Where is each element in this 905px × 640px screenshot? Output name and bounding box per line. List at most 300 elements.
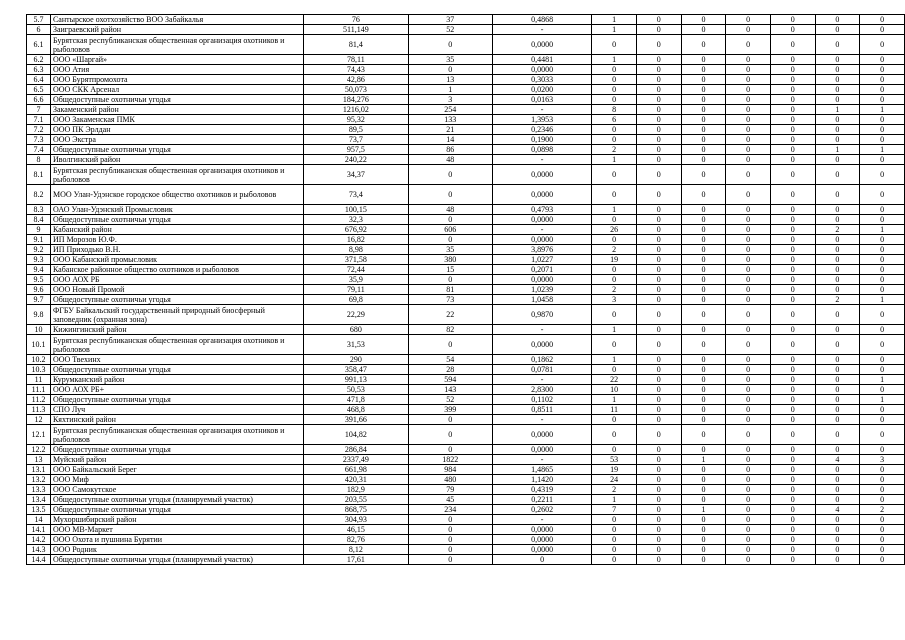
row-number: 6.1 xyxy=(27,35,51,55)
value-col-5: 0 xyxy=(770,105,815,115)
value-col-2: 0 xyxy=(636,405,681,415)
value-col-7: 0 xyxy=(860,235,905,245)
value-col-7: 0 xyxy=(860,15,905,25)
area-cell: 471,8 xyxy=(304,395,408,405)
row-name: Общедоступные охотничьи угодья xyxy=(50,505,303,515)
density-cell: 1,0239 xyxy=(492,285,591,295)
value-col-3: 0 xyxy=(681,385,726,395)
value-col-6: 0 xyxy=(815,245,860,255)
count-cell: 28 xyxy=(408,365,492,375)
count-cell: 0 xyxy=(408,35,492,55)
count-cell: 21 xyxy=(408,125,492,135)
area-cell: 468,8 xyxy=(304,405,408,415)
value-col-6: 0 xyxy=(815,555,860,565)
count-cell: 480 xyxy=(408,475,492,485)
value-col-7: 0 xyxy=(860,285,905,295)
value-col-7: 1 xyxy=(860,295,905,305)
value-col-2: 0 xyxy=(636,215,681,225)
row-number: 9.7 xyxy=(27,295,51,305)
row-number: 12 xyxy=(27,415,51,425)
value-col-5: 0 xyxy=(770,365,815,375)
value-col-3: 0 xyxy=(681,375,726,385)
value-col-5: 0 xyxy=(770,65,815,75)
area-cell: 50,53 xyxy=(304,385,408,395)
value-col-5: 0 xyxy=(770,135,815,145)
table-row xyxy=(27,135,905,145)
density-cell: - xyxy=(492,25,591,35)
row-name: ФГБУ Байкальский государственный природный биосферный заповедник (охранная зона) xyxy=(50,305,303,325)
value-col-4: 0 xyxy=(726,225,771,235)
row-name: Кабанский район xyxy=(50,225,303,235)
row-name: Кабанское районное общество охотников и рыболовов xyxy=(50,265,303,275)
table-row xyxy=(27,105,905,115)
value-col-2: 0 xyxy=(636,95,681,105)
value-col-1: 1 xyxy=(592,15,637,25)
density-cell: 0 xyxy=(492,555,591,565)
value-col-4: 0 xyxy=(726,545,771,555)
value-col-3: 0 xyxy=(681,255,726,265)
density-cell: 0,0200 xyxy=(492,85,591,95)
row-number: 7 xyxy=(27,105,51,115)
value-col-4: 0 xyxy=(726,455,771,465)
area-cell: 8,98 xyxy=(304,245,408,255)
density-cell: - xyxy=(492,375,591,385)
row-number: 6.5 xyxy=(27,85,51,95)
table-row xyxy=(27,115,905,125)
value-col-7: 0 xyxy=(860,335,905,355)
table-row xyxy=(27,365,905,375)
value-col-4: 0 xyxy=(726,215,771,225)
table-row xyxy=(27,385,905,395)
row-name: Общедоступные охотничьи угодья xyxy=(50,95,303,105)
value-col-1: 0 xyxy=(592,65,637,75)
value-col-3: 0 xyxy=(681,135,726,145)
value-col-7: 0 xyxy=(860,405,905,415)
table-row xyxy=(27,165,905,185)
count-cell: 86 xyxy=(408,145,492,155)
value-col-3: 0 xyxy=(681,185,726,205)
row-name: Общедоступные охотничьи угодья xyxy=(50,215,303,225)
value-col-3: 0 xyxy=(681,535,726,545)
value-col-3: 0 xyxy=(681,295,726,305)
row-name: Бурятская республиканская общественная организация охотников и рыболовов xyxy=(50,165,303,185)
value-col-2: 0 xyxy=(636,135,681,145)
table-row xyxy=(27,155,905,165)
row-name: Общедоступные охотничьи угодья xyxy=(50,395,303,405)
value-col-1: 19 xyxy=(592,255,637,265)
row-number: 13 xyxy=(27,455,51,465)
row-name: Общедоступные охотничьи угодья (планируемый участок) xyxy=(50,555,303,565)
value-col-3: 0 xyxy=(681,475,726,485)
row-number: 11 xyxy=(27,375,51,385)
value-col-6: 0 xyxy=(815,535,860,545)
value-col-7: 0 xyxy=(860,115,905,125)
density-cell: 0,1900 xyxy=(492,135,591,145)
value-col-4: 0 xyxy=(726,445,771,455)
area-cell: 42,86 xyxy=(304,75,408,85)
row-number: 13.4 xyxy=(27,495,51,505)
row-number: 9.4 xyxy=(27,265,51,275)
value-col-6: 0 xyxy=(815,165,860,185)
table-row xyxy=(27,205,905,215)
value-col-5: 0 xyxy=(770,255,815,265)
value-col-3: 0 xyxy=(681,115,726,125)
value-col-2: 0 xyxy=(636,285,681,295)
value-col-5: 0 xyxy=(770,145,815,155)
count-cell: 15 xyxy=(408,265,492,275)
value-col-3: 0 xyxy=(681,235,726,245)
value-col-4: 0 xyxy=(726,285,771,295)
table-row xyxy=(27,275,905,285)
value-col-1: 0 xyxy=(592,425,637,445)
count-cell: 52 xyxy=(408,395,492,405)
area-cell: 46,15 xyxy=(304,525,408,535)
count-cell: 254 xyxy=(408,105,492,115)
area-cell: 358,47 xyxy=(304,365,408,375)
value-col-2: 0 xyxy=(636,355,681,365)
row-name: Бурятская республиканская общественная организация охотников и рыболовов xyxy=(50,35,303,55)
value-col-2: 0 xyxy=(636,555,681,565)
value-col-5: 0 xyxy=(770,125,815,135)
row-name: ООО Атия xyxy=(50,65,303,75)
value-col-5: 0 xyxy=(770,385,815,395)
value-col-2: 0 xyxy=(636,85,681,95)
row-name: ООО Родник xyxy=(50,545,303,555)
value-col-5: 0 xyxy=(770,245,815,255)
value-col-3: 0 xyxy=(681,225,726,235)
value-col-6: 0 xyxy=(815,475,860,485)
value-col-7: 0 xyxy=(860,525,905,535)
area-cell: 511,149 xyxy=(304,25,408,35)
value-col-4: 0 xyxy=(726,365,771,375)
value-col-7: 0 xyxy=(860,545,905,555)
table-row xyxy=(27,335,905,355)
density-cell: - xyxy=(492,155,591,165)
table-row xyxy=(27,465,905,475)
density-cell: 0,4868 xyxy=(492,15,591,25)
area-cell: 76 xyxy=(304,15,408,25)
value-col-2: 0 xyxy=(636,235,681,245)
value-col-3: 0 xyxy=(681,335,726,355)
value-col-5: 0 xyxy=(770,155,815,165)
value-col-5: 0 xyxy=(770,555,815,565)
value-col-5: 0 xyxy=(770,215,815,225)
row-name: Общедоступные охотничьи угодья xyxy=(50,145,303,155)
value-col-7: 0 xyxy=(860,555,905,565)
value-col-7: 0 xyxy=(860,35,905,55)
value-col-5: 0 xyxy=(770,425,815,445)
value-col-5: 0 xyxy=(770,295,815,305)
count-cell: 399 xyxy=(408,405,492,415)
table-row xyxy=(27,245,905,255)
value-col-2: 0 xyxy=(636,395,681,405)
value-col-4: 0 xyxy=(726,235,771,245)
row-number: 12.2 xyxy=(27,445,51,455)
row-name: МОО Улан-Удэнское городское общество охотников и рыболовов xyxy=(50,185,303,205)
value-col-2: 0 xyxy=(636,125,681,135)
value-col-5: 0 xyxy=(770,355,815,365)
value-col-7: 0 xyxy=(860,135,905,145)
row-name: ООО Твеxинх xyxy=(50,355,303,365)
value-col-7: 0 xyxy=(860,385,905,395)
value-col-5: 0 xyxy=(770,415,815,425)
value-col-4: 0 xyxy=(726,515,771,525)
row-number: 14.3 xyxy=(27,545,51,555)
density-cell: 0,1862 xyxy=(492,355,591,365)
value-col-6: 0 xyxy=(815,485,860,495)
row-number: 9.3 xyxy=(27,255,51,265)
value-col-1: 0 xyxy=(592,545,637,555)
value-col-6: 0 xyxy=(815,125,860,135)
value-col-3: 0 xyxy=(681,15,726,25)
table-row xyxy=(27,265,905,275)
area-cell: 2337,49 xyxy=(304,455,408,465)
row-number: 13.3 xyxy=(27,485,51,495)
value-col-6: 0 xyxy=(815,285,860,295)
value-col-2: 0 xyxy=(636,55,681,65)
density-cell: 0,0898 xyxy=(492,145,591,155)
table-row xyxy=(27,405,905,415)
row-name: Общедоступные охотничьи угодья xyxy=(50,445,303,455)
value-col-7: 0 xyxy=(860,365,905,375)
value-col-6: 0 xyxy=(815,255,860,265)
value-col-6: 0 xyxy=(815,265,860,275)
density-cell: 0,0000 xyxy=(492,185,591,205)
value-col-6: 0 xyxy=(815,155,860,165)
value-col-1: 11 xyxy=(592,405,637,415)
value-col-7: 0 xyxy=(860,475,905,485)
value-col-1: 1 xyxy=(592,355,637,365)
value-col-2: 0 xyxy=(636,105,681,115)
value-col-3: 0 xyxy=(681,35,726,55)
count-cell: 73 xyxy=(408,295,492,305)
table-row xyxy=(27,305,905,325)
row-number: 7.3 xyxy=(27,135,51,145)
row-name: Общедоступные охотничьи угодья (планируемый участок) xyxy=(50,495,303,505)
count-cell: 14 xyxy=(408,135,492,145)
value-col-4: 0 xyxy=(726,65,771,75)
area-cell: 74,43 xyxy=(304,65,408,75)
area-cell: 32,3 xyxy=(304,215,408,225)
area-cell: 72,44 xyxy=(304,265,408,275)
value-col-3: 0 xyxy=(681,265,726,275)
table-row xyxy=(27,145,905,155)
count-cell: 48 xyxy=(408,205,492,215)
count-cell: 0 xyxy=(408,555,492,565)
value-col-7: 1 xyxy=(860,395,905,405)
value-col-6: 0 xyxy=(815,525,860,535)
value-col-4: 0 xyxy=(726,495,771,505)
area-cell: 957,5 xyxy=(304,145,408,155)
count-cell: 81 xyxy=(408,285,492,295)
value-col-6: 0 xyxy=(815,235,860,245)
value-col-4: 0 xyxy=(726,165,771,185)
row-name: Курумканский район xyxy=(50,375,303,385)
value-col-5: 0 xyxy=(770,275,815,285)
value-col-5: 0 xyxy=(770,235,815,245)
value-col-7: 0 xyxy=(860,275,905,285)
value-col-4: 0 xyxy=(726,395,771,405)
value-col-7: 0 xyxy=(860,355,905,365)
count-cell: 0 xyxy=(408,525,492,535)
row-name: ООО «Шаргай» xyxy=(50,55,303,65)
value-col-6: 0 xyxy=(815,35,860,55)
count-cell: 0 xyxy=(408,415,492,425)
value-col-3: 1 xyxy=(681,455,726,465)
row-name: ООО АОХ РБ+ xyxy=(50,385,303,395)
value-col-4: 0 xyxy=(726,325,771,335)
value-col-5: 0 xyxy=(770,75,815,85)
row-number: 9.8 xyxy=(27,305,51,325)
value-col-7: 0 xyxy=(860,485,905,495)
table-row xyxy=(27,415,905,425)
area-cell: 69,8 xyxy=(304,295,408,305)
density-cell: 0,2602 xyxy=(492,505,591,515)
row-number: 9 xyxy=(27,225,51,235)
value-col-2: 0 xyxy=(636,445,681,455)
value-col-3: 0 xyxy=(681,165,726,185)
density-cell: 0,0000 xyxy=(492,215,591,225)
density-cell: 0,0000 xyxy=(492,35,591,55)
density-cell: 0,3033 xyxy=(492,75,591,85)
value-col-3: 0 xyxy=(681,425,726,445)
row-number: 9.2 xyxy=(27,245,51,255)
value-col-2: 0 xyxy=(636,205,681,215)
row-name: Иволгинский район xyxy=(50,155,303,165)
value-col-7: 0 xyxy=(860,155,905,165)
value-col-7: 0 xyxy=(860,265,905,275)
density-cell: 0,0000 xyxy=(492,235,591,245)
area-cell: 182,9 xyxy=(304,485,408,495)
area-cell: 420,31 xyxy=(304,475,408,485)
value-col-6: 0 xyxy=(815,205,860,215)
value-col-6: 2 xyxy=(815,295,860,305)
value-col-5: 0 xyxy=(770,15,815,25)
density-cell: 0,0000 xyxy=(492,535,591,545)
area-cell: 184,276 xyxy=(304,95,408,105)
count-cell: 0 xyxy=(408,335,492,355)
value-col-1: 22 xyxy=(592,375,637,385)
table-row xyxy=(27,255,905,265)
area-cell: 286,84 xyxy=(304,445,408,455)
count-cell: 594 xyxy=(408,375,492,385)
value-col-2: 0 xyxy=(636,65,681,75)
row-number: 6.2 xyxy=(27,55,51,65)
value-col-2: 0 xyxy=(636,225,681,235)
value-col-1: 2 xyxy=(592,145,637,155)
area-cell: 35,9 xyxy=(304,275,408,285)
area-cell: 34,37 xyxy=(304,165,408,185)
row-name: ООО Байкальский Берег xyxy=(50,465,303,475)
count-cell: 0 xyxy=(408,515,492,525)
row-name: Заиграевский район xyxy=(50,25,303,35)
row-number: 5.7 xyxy=(27,15,51,25)
count-cell: 0 xyxy=(408,535,492,545)
value-col-7: 0 xyxy=(860,215,905,225)
count-cell: 48 xyxy=(408,155,492,165)
value-col-6: 0 xyxy=(815,405,860,415)
value-col-6: 1 xyxy=(815,145,860,155)
value-col-2: 0 xyxy=(636,425,681,445)
value-col-5: 0 xyxy=(770,465,815,475)
value-col-6: 0 xyxy=(815,375,860,385)
value-col-2: 0 xyxy=(636,365,681,375)
area-cell: 676,92 xyxy=(304,225,408,235)
row-number: 6 xyxy=(27,25,51,35)
density-cell: 0,2211 xyxy=(492,495,591,505)
value-col-3: 0 xyxy=(681,365,726,375)
value-col-3: 0 xyxy=(681,355,726,365)
value-col-5: 0 xyxy=(770,285,815,295)
table-row xyxy=(27,215,905,225)
value-col-6: 0 xyxy=(815,135,860,145)
value-col-7: 0 xyxy=(860,205,905,215)
value-col-1: 19 xyxy=(592,465,637,475)
area-cell: 868,75 xyxy=(304,505,408,515)
value-col-5: 0 xyxy=(770,265,815,275)
value-col-2: 0 xyxy=(636,505,681,515)
value-col-3: 0 xyxy=(681,95,726,105)
table-row xyxy=(27,65,905,75)
count-cell: 606 xyxy=(408,225,492,235)
table-row xyxy=(27,555,905,565)
value-col-4: 0 xyxy=(726,535,771,545)
value-col-7: 1 xyxy=(860,225,905,235)
value-col-2: 0 xyxy=(636,265,681,275)
row-name: ООО Закаменская ПМК xyxy=(50,115,303,125)
count-cell: 82 xyxy=(408,325,492,335)
count-cell: 234 xyxy=(408,505,492,515)
table-row xyxy=(27,85,905,95)
area-cell: 16,82 xyxy=(304,235,408,245)
value-col-3: 0 xyxy=(681,325,726,335)
area-cell: 203,55 xyxy=(304,495,408,505)
value-col-3: 0 xyxy=(681,125,726,135)
value-col-3: 0 xyxy=(681,145,726,155)
area-cell: 81,4 xyxy=(304,35,408,55)
value-col-7: 3 xyxy=(860,455,905,465)
value-col-7: 0 xyxy=(860,75,905,85)
table-row xyxy=(27,15,905,25)
value-col-2: 0 xyxy=(636,145,681,155)
value-col-3: 0 xyxy=(681,245,726,255)
area-cell: 95,32 xyxy=(304,115,408,125)
count-cell: 0 xyxy=(408,165,492,185)
table-row xyxy=(27,35,905,55)
value-col-2: 0 xyxy=(636,415,681,425)
row-name: Закаменский район xyxy=(50,105,303,115)
value-col-3: 0 xyxy=(681,75,726,85)
row-name: СПО Луч xyxy=(50,405,303,415)
density-cell: 0,0000 xyxy=(492,545,591,555)
table-row xyxy=(27,185,905,205)
value-col-1: 0 xyxy=(592,275,637,285)
value-col-5: 0 xyxy=(770,455,815,465)
value-col-3: 0 xyxy=(681,105,726,115)
density-cell: - xyxy=(492,105,591,115)
value-col-7: 0 xyxy=(860,415,905,425)
value-col-2: 0 xyxy=(636,75,681,85)
value-col-7: 0 xyxy=(860,125,905,135)
value-col-3: 0 xyxy=(681,445,726,455)
row-number: 10.3 xyxy=(27,365,51,375)
value-col-3: 0 xyxy=(681,395,726,405)
area-cell: 1216,02 xyxy=(304,105,408,115)
area-cell: 73,7 xyxy=(304,135,408,145)
value-col-4: 0 xyxy=(726,505,771,515)
table-row xyxy=(27,25,905,35)
value-col-2: 0 xyxy=(636,305,681,325)
